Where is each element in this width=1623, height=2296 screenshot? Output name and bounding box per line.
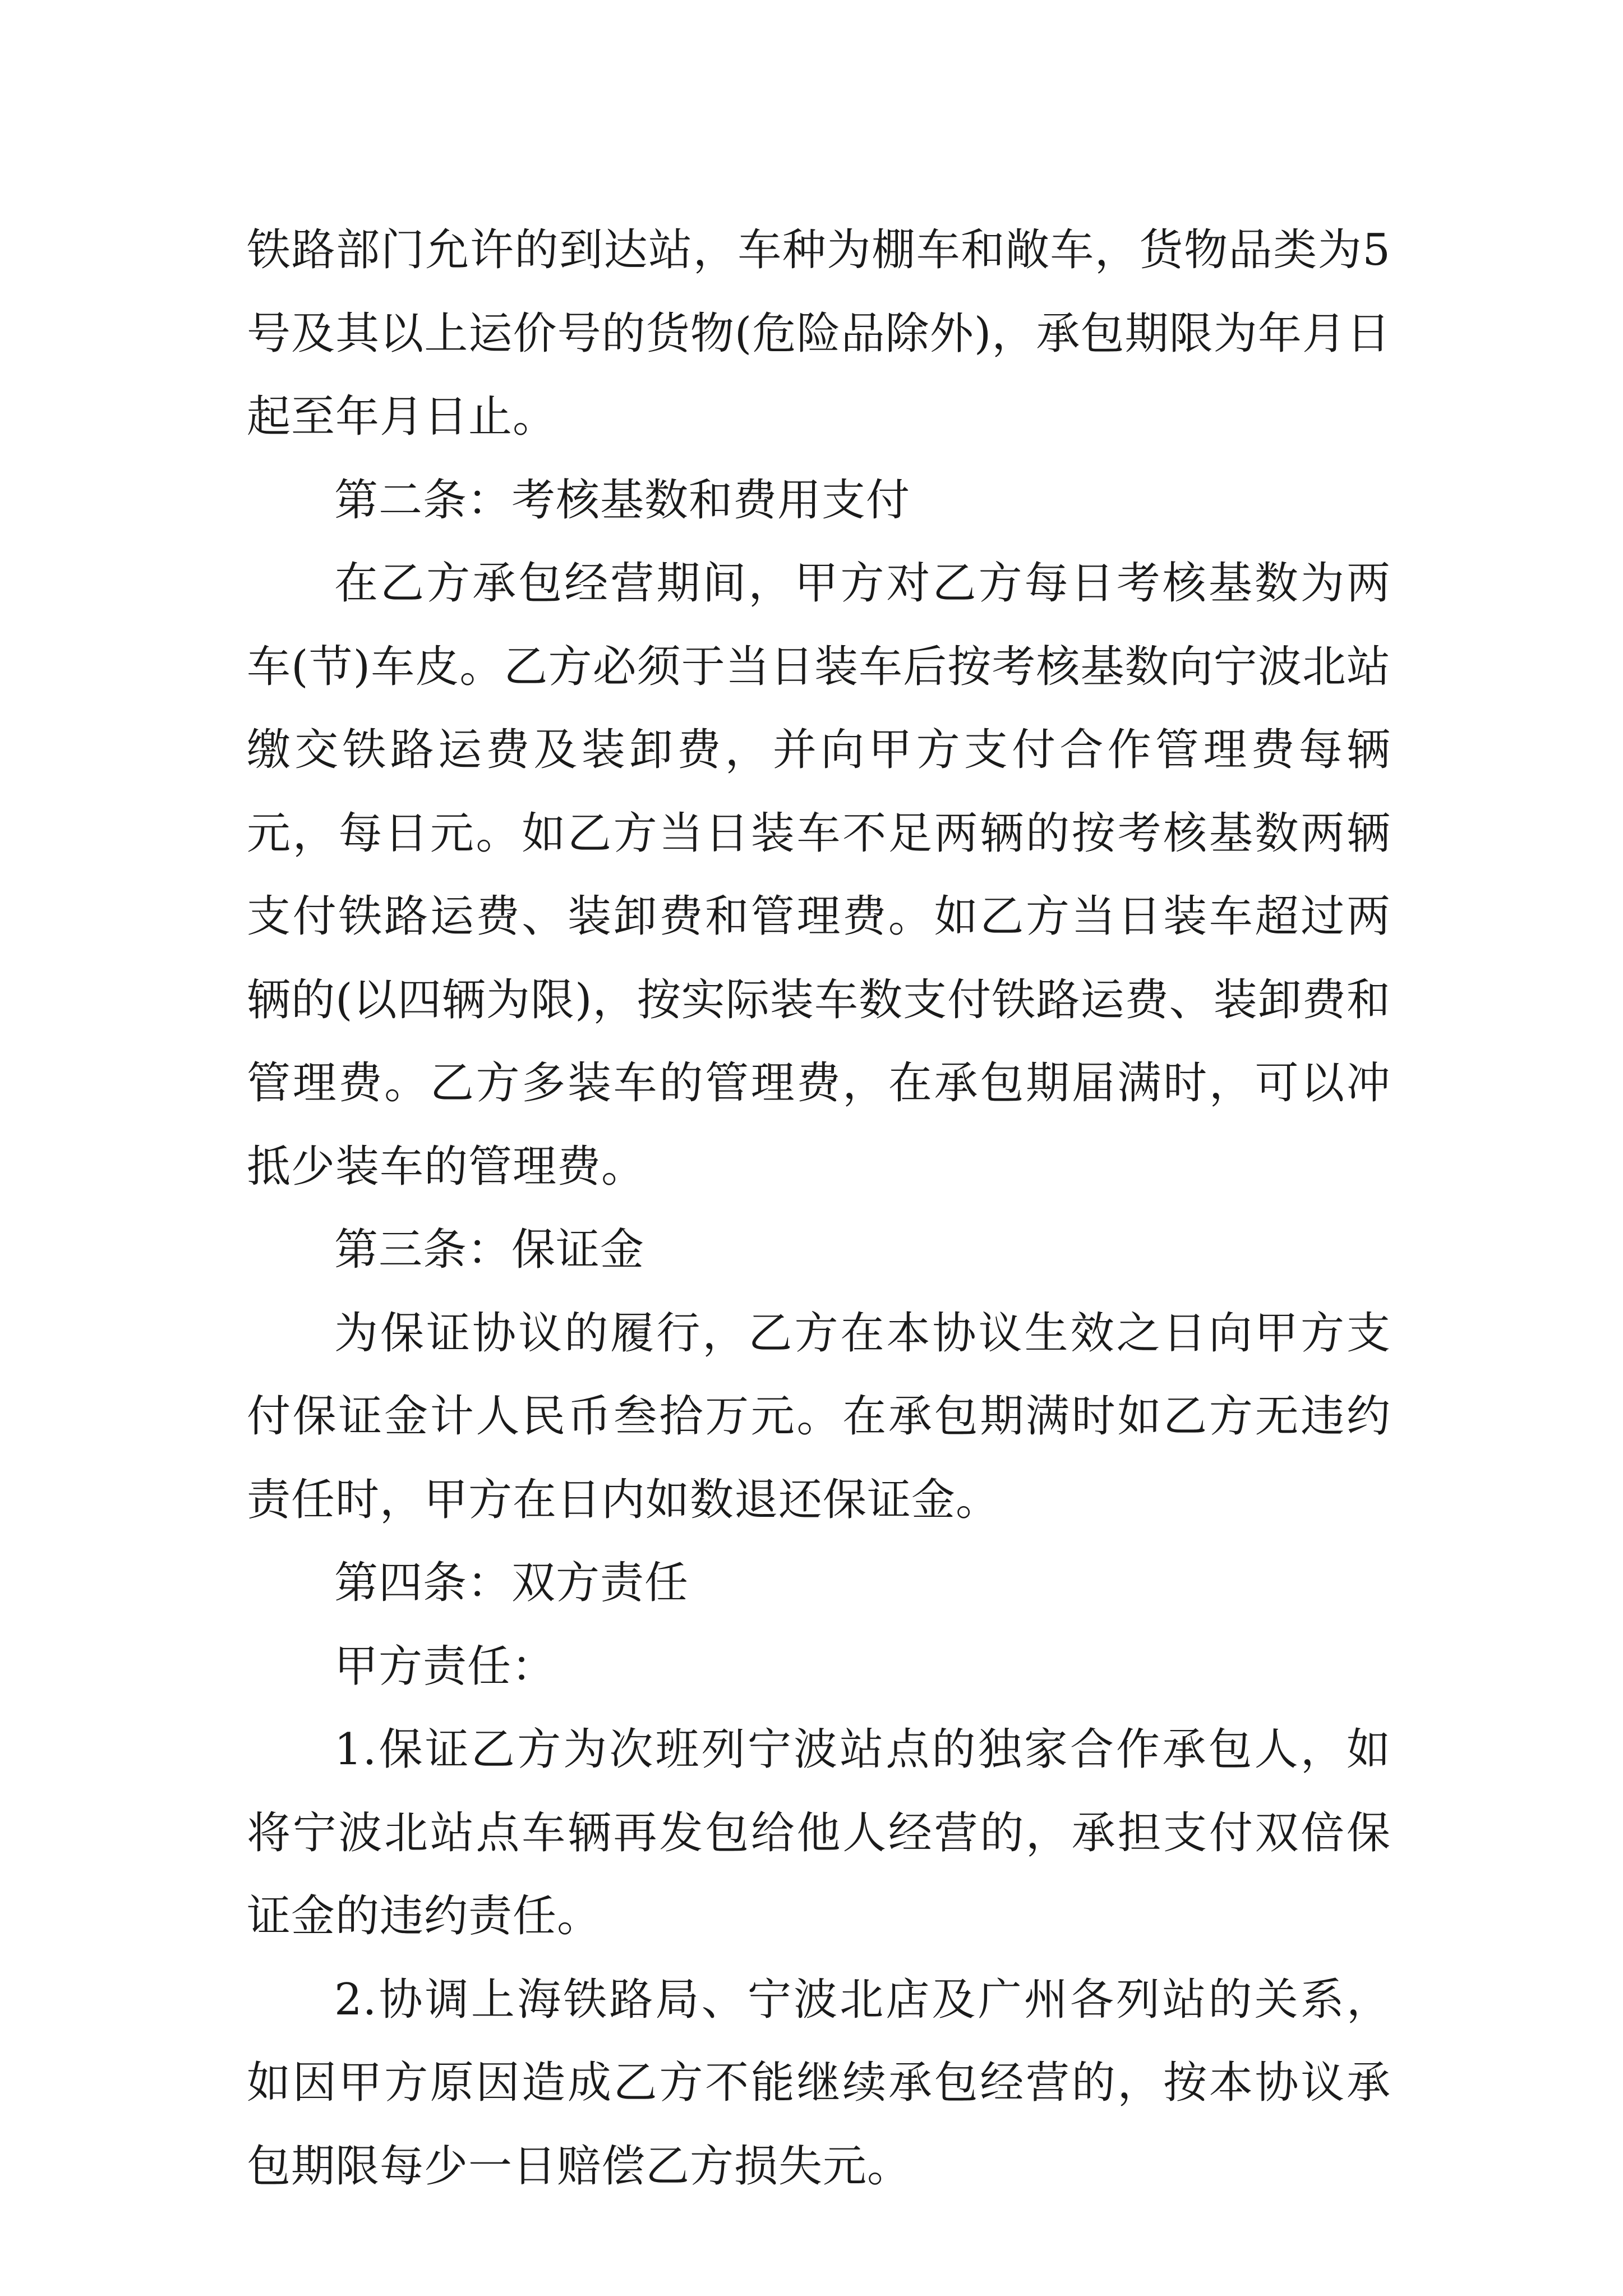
- article-2-heading: 第二条：考核基数和费用支付: [334, 475, 911, 526]
- article-4-heading: 第四条：双方责任: [334, 1558, 689, 1608]
- article-2-body: 在乙方承包经营期间，甲方对乙方每日考核基数为两车(节)车皮。乙方必须于当日装车后按考核基数向宁波北站缴交铁路运费及装卸费，并向甲方支付合作管理费每辆元，每日元。如乙方当日装车不足两辆的按考核基数两辆支付铁路运费、装卸费和管理费。如乙方当日装车超过两辆的(以四辆为限)，按实际装车数支付铁路运费、装卸费和管理费。乙方多装车的管理费，在承包期届满时，可以冲抵少装车的管理费。: [247, 558, 1391, 1192]
- document-page: [247, 209, 1391, 2208]
- party-a-item-2: 2.协调上海铁路局、宁波北店及广州各列站的关系，如因甲方原因造成乙方不能继续承包经营的，按本协议承包期限每少一日赔偿乙方损失元。: [247, 1974, 1391, 2192]
- article-3-body: 为保证协议的履行，乙方在本协议生效之日向甲方支付保证金计人民币叁拾万元。在承包期满时如乙方无违约责任时，甲方在日内如数退还保证金。: [247, 1308, 1391, 1525]
- party-a-responsibility-heading: 甲方责任：: [334, 1641, 556, 1692]
- party-a-item-1: 1.保证乙方为次班列宁波站点的独家合作承包人，如将宁波北站点车辆再发包给他人经营的，承担支付双倍保证金的违约责任。: [247, 1724, 1391, 1941]
- article-3-heading: 第三条：保证金: [334, 1225, 645, 1275]
- paragraph-continuation: 铁路部门允许的到达站，车种为棚车和敞车，货物品类为5号及其以上运价号的货物(危险品除外)，承包期限为年月日起至年月日止。: [247, 225, 1391, 442]
